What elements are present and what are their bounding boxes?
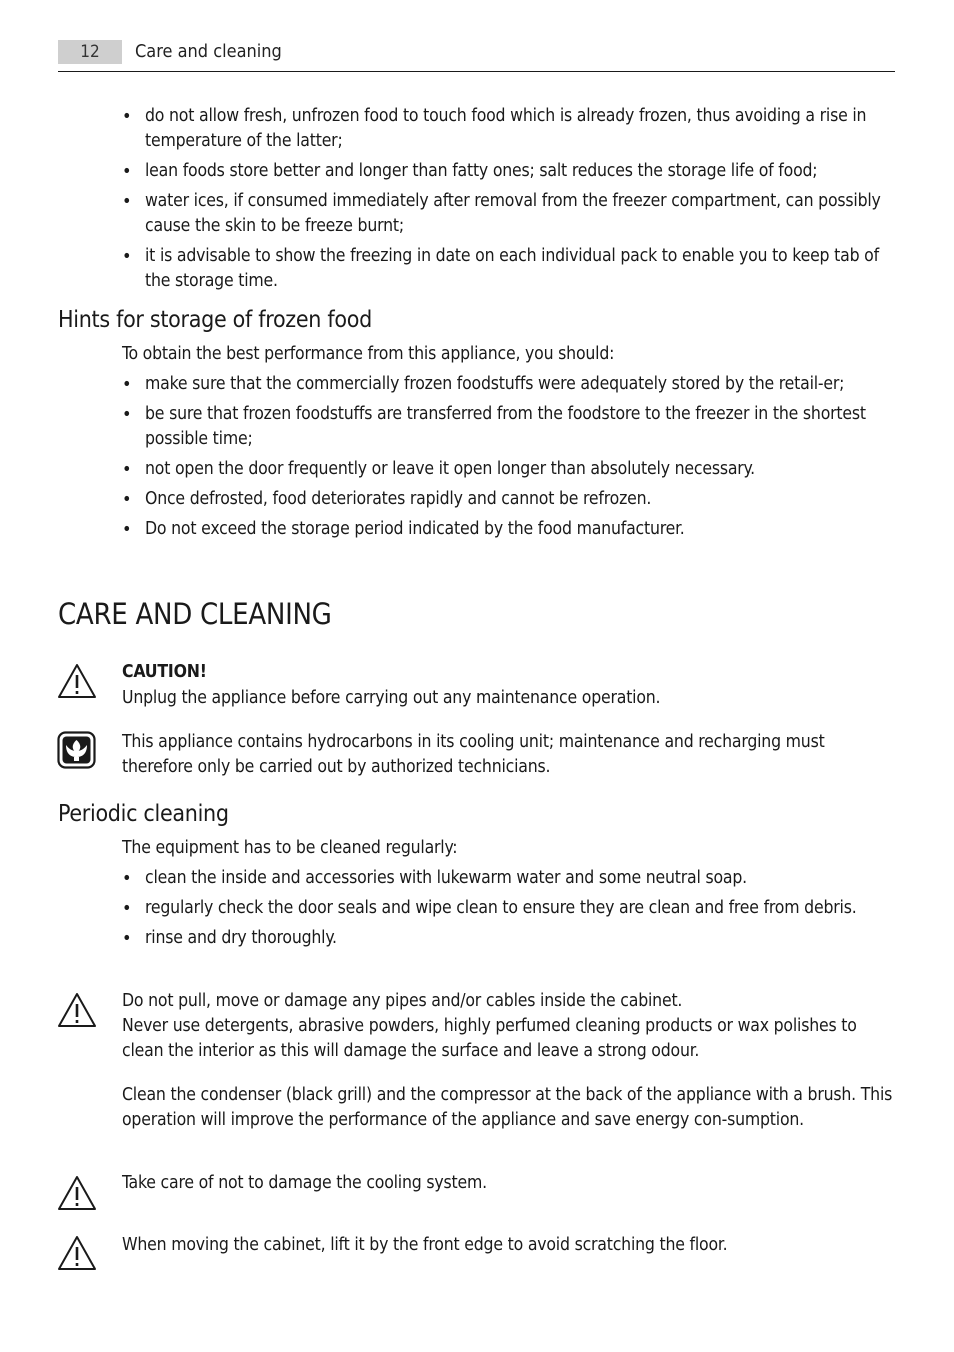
hints-bullet-list <box>58 372 898 547</box>
environment-icon <box>57 731 97 767</box>
warning-icon <box>57 1235 97 1271</box>
care-heading: CARE AND CLEANING <box>58 597 332 631</box>
list-item: • lean foods store better and longer than fatty ones; salt reduces the storage life of food; <box>58 159 898 184</box>
hints-intro: To obtain the best performance from this appliance, you should: <box>122 344 615 364</box>
list-item: • water ices, if consumed immediately after removal from the freezer compartment, can possibly cause the skin to be freeze burnt; <box>58 189 898 239</box>
page-header <box>58 40 895 72</box>
list-item: • clean the inside and accessories with lukewarm water and some neutral soap. <box>58 866 898 891</box>
page-number: 12 <box>58 40 122 64</box>
list-item: • rinse and dry thoroughly. <box>58 926 898 951</box>
pipes-warning: Do not pull, move or damage any pipes and/or cables inside the cabinet. <box>122 991 683 1011</box>
warning-icon <box>57 992 97 1028</box>
hydrocarbons-text: This appliance contains hydrocarbons in its cooling unit; maintenance and recharging must therefore only be carried out by authorized technicians. <box>122 732 825 777</box>
list-item: • Do not exceed the storage period indicated by the food manufacturer. <box>58 517 898 542</box>
list-item: • do not allow fresh, unfrozen food to touch food which is already frozen, thus avoiding a rise in temperature of the latter; <box>58 104 898 154</box>
list-item: • be sure that frozen foodstuffs are transferred from the foodstore to the freezer in the shortest possible time; <box>58 402 898 452</box>
hints-heading: Hints for storage of frozen food <box>58 307 372 333</box>
periodic-heading: Periodic cleaning <box>58 801 229 827</box>
caution-text: Unplug the appliance before carrying out any maintenance operation. <box>122 688 661 708</box>
list-item: • regularly check the door seals and wipe clean to ensure they are clean and free from debris. <box>58 896 898 921</box>
intro-bullet-list <box>58 104 898 299</box>
periodic-intro: The equipment has to be cleaned regularly: <box>122 838 458 858</box>
cooling-system-warning: Take care of not to damage the cooling system. <box>122 1173 487 1193</box>
warning-icon <box>57 1175 97 1211</box>
moving-cabinet-warning: When moving the cabinet, lift it by the front edge to avoid scratching the floor. <box>122 1235 728 1255</box>
caution-title: CAUTION! <box>122 662 207 682</box>
condenser-text: Clean the condenser (black grill) and the compressor at the back of the appliance with a brush. This operation will improve the performance of the appliance and save energy con-sumption. <box>122 1085 893 1130</box>
list-item: • it is advisable to show the freezing in date on each individual pack to enable you to keep tab of the storage time. <box>58 244 898 294</box>
periodic-bullet-list <box>58 866 898 956</box>
detergents-warning: Never use detergents, abrasive powders, highly perfumed cleaning products or wax polishes to clean the interior as this will damage the surface and leave a strong odour. <box>122 1016 857 1061</box>
list-item: • Once defrosted, food deteriorates rapidly and cannot be refrozen. <box>58 487 898 512</box>
warning-icon <box>57 663 97 699</box>
list-item: • not open the door frequently or leave it open longer than absolutely necessary. <box>58 457 898 482</box>
section-title: Care and cleaning <box>135 41 282 62</box>
list-item: • make sure that the commercially frozen foodstuffs were adequately stored by the retail-er; <box>58 372 898 397</box>
